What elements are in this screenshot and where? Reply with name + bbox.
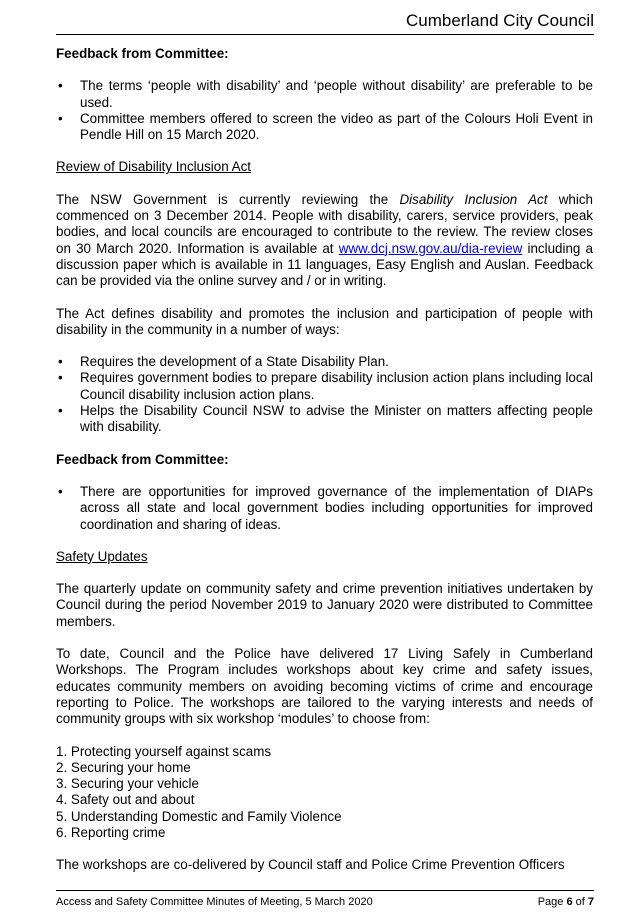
feedback-heading-1: Feedback from Committee: xyxy=(56,46,229,61)
list-item: 1. Protecting yourself against scams xyxy=(56,743,272,759)
header-divider xyxy=(56,34,594,35)
dia-review-link[interactable]: www.dcj.nsw.gov.au/dia-review xyxy=(338,240,523,256)
review-paragraph-2: The Act defines disability and promotes the inclusion and participation of people with disability in the community in a number of ways: xyxy=(56,305,593,337)
list-item: • Committee members offered to screen the video as part of the Colours Holi Event in Pendle Hill on 15 March 2020. xyxy=(58,110,593,143)
list-item: • Helps the Disability Council NSW to advise the Minister on matters affecting people with disability. xyxy=(58,403,593,435)
list-item: • The terms ‘people with disability’ and ‘people without disability’ are preferable to be used. xyxy=(58,78,593,110)
list-item: 2. Securing your home xyxy=(56,759,191,775)
bullet-icon: • xyxy=(58,370,63,386)
feedback-heading-2: Feedback from Committee: xyxy=(56,451,229,467)
list-item: 4. Safety out and about xyxy=(56,792,195,808)
list-item: • There are opportunities for improved governance of the implementation of DIAPs across all state and local government bodies including opportunities for improved coordination and sharing of ideas. xyxy=(58,483,593,532)
safety-paragraph-1: The quarterly update on community safety and crime prevention initiatives undertaken by Council during the period November 2019 to January 2020 were distributed to Committee members. xyxy=(56,581,593,629)
bullet-icon: • xyxy=(58,110,63,126)
feedback-list-1 xyxy=(56,78,593,143)
footer-divider xyxy=(56,890,594,891)
list-item: 5. Understanding Domestic and Family Violence xyxy=(56,808,342,824)
footer-title: Access and Safety Committee Minutes of Meeting, 5 March 2020 xyxy=(56,896,373,908)
council-name: Cumberland City Council xyxy=(405,11,594,30)
safety-paragraph-2: To date, Council and the Police have delivered 17 Living Safely in Cumberland Workshops. The Program includes workshops about key crime and safety issues, educates community members on avoiding becoming victims of crime and encourage reporting to Police. The workshops are tailored to the varying interests and needs of community groups with six workshop ‘modules’ to choose from: xyxy=(56,646,593,727)
module-list xyxy=(56,744,593,842)
bullet-icon: • xyxy=(58,483,63,499)
act-list xyxy=(56,354,593,435)
document-body xyxy=(56,46,593,874)
bullet-icon: • xyxy=(58,354,63,370)
safety-paragraph-3: The workshops are co-delivered by Council staff and Police Crime Prevention Officers xyxy=(56,857,565,873)
bullet-icon: • xyxy=(58,403,63,419)
review-heading: Review of Disability Inclusion Act xyxy=(56,159,251,175)
bullet-icon: • xyxy=(58,78,63,94)
feedback-list-2 xyxy=(56,484,593,533)
page-number: Page 6 of 7 xyxy=(537,896,594,908)
list-item: 3. Securing your vehicle xyxy=(56,776,199,792)
list-item: 6. Reporting crime xyxy=(56,824,166,840)
review-paragraph-1: The NSW Government is currently reviewing the Disability Inclusion Act which commenced on 3 December 2014. People with disability, carers, service providers, peak bodies, and local councils are encouraged to contribute to the review. The review closes on 30 March 2020. Information is available at www.dcj.nsw.gov.au/dia-review including a discussion paper which is available in 11 languages, Easy English and Auslan. Feedback can be provided via the online survey and / or in writing. xyxy=(56,191,594,289)
safety-heading: Safety Updates xyxy=(56,548,148,564)
list-item: • Requires government bodies to prepare disability inclusion action plans including local Council disability inclusion action plans. xyxy=(58,370,593,402)
list-item: • Requires the development of a State Disability Plan. xyxy=(58,354,389,370)
